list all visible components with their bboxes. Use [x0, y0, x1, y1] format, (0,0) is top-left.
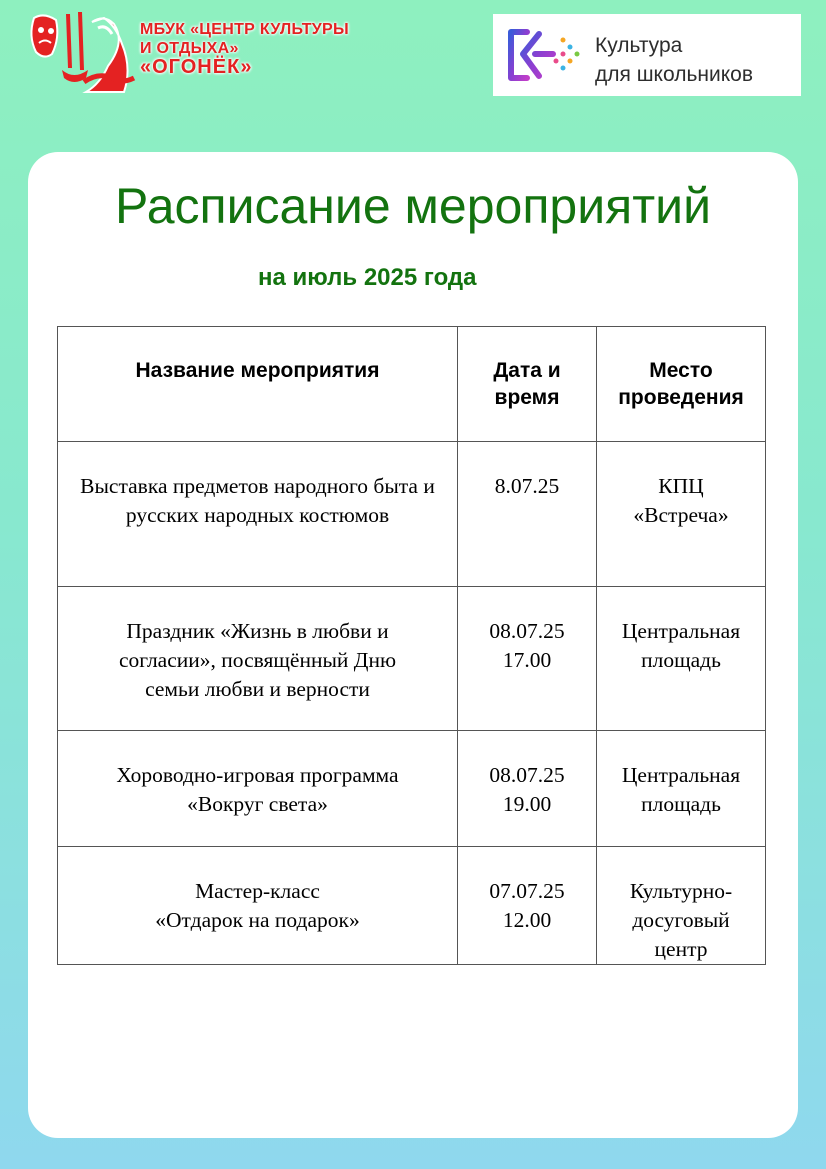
- org-name-line2: И ОТДЫХА»: [140, 40, 239, 57]
- event-date: 08.07.25: [489, 763, 565, 787]
- event-time: 17.00: [502, 648, 552, 672]
- schedule-card: [28, 152, 798, 1138]
- event-name-cell: [58, 731, 458, 847]
- event-place: КПЦ «Встреча»: [633, 474, 729, 527]
- event-place-cell: [597, 587, 766, 731]
- event-name: Хороводно-игровая программа «Вокруг света»: [116, 763, 399, 816]
- event-date: 08.07.25: [489, 619, 565, 643]
- header-place-label: Место проведения: [618, 359, 744, 409]
- org-name-line3: «ОГОНЁК»: [140, 56, 253, 78]
- event-name: Выставка предметов народного быта и русских народных костюмов: [80, 474, 435, 527]
- event-date-cell: [458, 442, 597, 587]
- event-name-cell: [58, 587, 458, 731]
- event-place: Центральная площадь: [621, 763, 741, 816]
- theater-masks-lyre-icon: [26, 8, 138, 94]
- schedule-table: [57, 326, 766, 965]
- event-name-cell: [58, 442, 458, 587]
- event-date-cell: [458, 847, 597, 965]
- header-event-name: Название мероприятия: [58, 327, 458, 442]
- event-place-cell: [597, 847, 766, 965]
- page-subtitle: на июль 2025 года: [258, 264, 477, 291]
- event-date-cell: [458, 731, 597, 847]
- partner-name: [595, 31, 753, 89]
- event-place: Центральная площадь: [621, 619, 741, 672]
- event-name: Праздник «Жизнь в любви и согласии», посвящённый Дню семьи любви и верности: [118, 619, 397, 701]
- event-place-cell: [597, 731, 766, 847]
- kultura-dlya-shkolnikov-logo: [493, 14, 801, 96]
- table-row: [58, 847, 766, 965]
- table-row: [58, 731, 766, 847]
- header-date-time: [458, 327, 597, 442]
- event-name: Мастер-класс: [195, 879, 320, 903]
- event-date: 07.07.25: [489, 879, 565, 903]
- org-name-line1: МБУК «ЦЕНТР КУЛЬТУРЫ: [140, 21, 349, 38]
- event-name-line2: «Отдарок на подарок»: [155, 908, 360, 932]
- table-row: [58, 587, 766, 731]
- event-time: 12.00: [502, 908, 552, 932]
- partner-name-line1: Культура: [595, 34, 683, 57]
- table-row: [58, 442, 766, 587]
- header-place: [597, 327, 766, 442]
- event-date-cell: [458, 587, 597, 731]
- event-time: 19.00: [502, 792, 552, 816]
- org-logo: [26, 8, 406, 98]
- header-date-time-label: Дата и время: [493, 359, 561, 409]
- org-name: [140, 20, 349, 77]
- event-place: Культурно-досуговый центр: [629, 879, 733, 961]
- event-date: 8.07.25: [494, 474, 560, 498]
- event-place-cell: [597, 442, 766, 587]
- table-header-row: [58, 327, 766, 442]
- kultura-book-icon: [507, 28, 583, 84]
- page-title: Расписание мероприятий: [115, 178, 711, 234]
- event-name-cell: [58, 847, 458, 965]
- partner-name-line2: для школьников: [595, 63, 753, 86]
